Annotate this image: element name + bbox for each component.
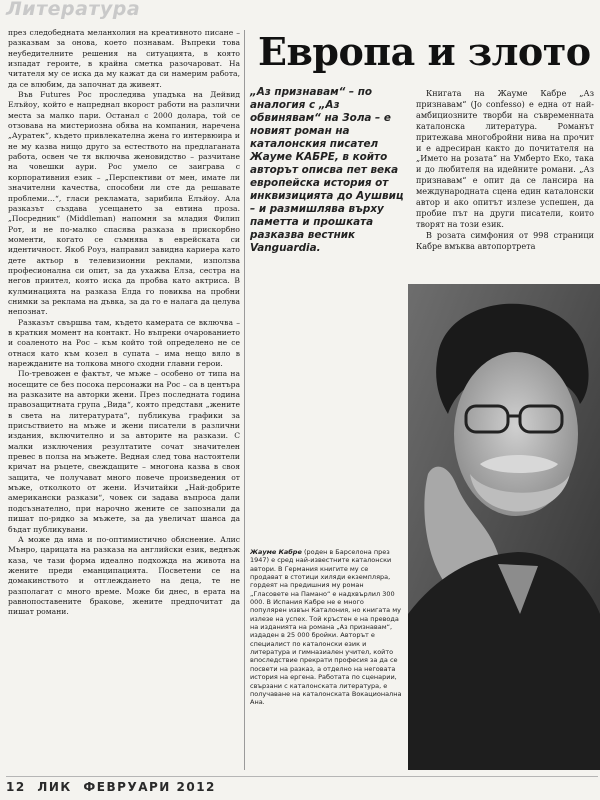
photo-caption bbox=[250, 548, 402, 770]
section-label: Литература bbox=[6, 0, 141, 20]
left-paragraph: Разказът свършва там, където камерата се включва – в краткия момент на контакт. Но въпреки очарованието и соаленото на Рос – към който той определено не се отнася като към козел в супата – има нещо вяло в нарежданите на толкова много сходни главни герои. bbox=[8, 317, 240, 368]
article-headline: Европа и злото bbox=[258, 29, 591, 74]
left-paragraph: през следобедната меланхолия на креативното писане – разказвам за онова, което познавам. Въпреки това неубедителните решения на ситуацията, в която изпадат героите, в крайна сметка разочароват. На читателя му се иска да му кажат да си намерим работа, да се влюбим, да започнат да живеят. bbox=[8, 28, 240, 89]
right-article-column bbox=[416, 88, 594, 278]
article-lead: „Аз признавам“ – по аналогия с „Аз обвинявам“ на Зола – е новият роман на каталонския писател Жауме КАБРЕ, в който авторът описва пет века европейска история от инквизицията до Аушвиц – и размишлява върху паметта и прошката разказва вестник Vanguardia. bbox=[250, 86, 404, 254]
page-number: 12 bbox=[6, 780, 26, 794]
page-footer bbox=[6, 776, 598, 797]
issue-date: ФЕВРУАРИ 2012 bbox=[83, 780, 216, 794]
left-paragraph: Във Futures Рос проследява упадъка на Дейвид Елъйоу, който е напреднал вкорост работи на различни места за малко пари. Останал с 2000 долара, той се отзовава на мистериозна обява на компания, наречена „Ауратек“, където привлекателна жена го интервюира и не му казва нищо друго за естеството на предлаганата работа, освен че тя включва женовидство – разчитане на човешки аури. Рос умело се заиграва с корпоративния език – „Перспективи от мен, имате ли значителни качества, способни ли сте да решавате проблеми…“, гласи рекламата, зарибила Елъйоу. Ала разказът създава усещането за евтина проза. „Посредник“ (Middleman) напомня за младия Филип Рот, и не по-малко спасява разказа в прискорбно моменти, когато се съмнява в еврейската си идентичност. Якоб Роуз, направил завидна кариера като дете актьор в телевизионни реклами, използва професионална си опит, за да ухажва Елза, сестра на негов приятел, която иска да пробва като актриса. В кулминацията на разказа Елда го повиква на пробни снимки за реклама на дъвка, за да го е налага да целува непознат. bbox=[8, 90, 240, 317]
left-paragraph: А може да има и по-оптимистично обяснение. Алис Мънро, царицата на разказа на английски език, веднъж каза, че тази форма идеално подхожда на живота на жените преди еманципацията. Посветени се на домакинството и отглеждането на деца, те не разполагат с много време. Може би днес, в ерата на равнопоставените бракове, жените предпочитат да пишат романи. bbox=[8, 534, 240, 617]
column-divider bbox=[244, 30, 245, 770]
author-portrait bbox=[408, 284, 600, 770]
right-paragraph: Книгата на Жауме Кабре „Аз признавам“ (Jo confesso) е една от най-амбициозните творби на съвременната каталонска литература. Романът притежава многобройни нива на прочит и е адресиран както до почитателя на „Името на розата“ на Умберто Еко, така и до любителя на идейните романи. „Аз признавам“ е опит да се лансира на международната сцена един каталонски автор и ако опитът излезе успешен, да пробие път на други писатели, които творят на този език. bbox=[416, 88, 594, 229]
magazine-name: ЛИК bbox=[37, 780, 72, 794]
left-article-column bbox=[8, 28, 240, 770]
right-paragraph: В розата симфония от 998 страници Кабре вмъква автопортрета bbox=[416, 229, 594, 251]
caption-text: (роден в Барселона през 1947) е сред най-известните каталонски автори. В Германия книгите му се продават в стотици хиляди екземпляра, гордеят на предишния му роман „Гласовете на Памано“ е надхвърлил 300 000. В Испания Кабре не е много популярен извън Каталония, но книгата му излезе на успех. Той кръстен е на превода на изданията на романа „Аз признавам“, издаден в 25 000 бройки. Авторът е специалист по каталонски език и литература и гимназиален учител, който впоследствие прекрати професия за да се посвети на разказ, а отделно на неговата история на ергена. Работата по сценарии, свързани с каталонската литература, е получаване на каталонската Вокационална Ана. bbox=[250, 548, 402, 707]
caption-name: Жауме Кабре bbox=[250, 548, 302, 556]
left-paragraph: По-тревожен е фактът, че мъже – особено от типа на носещите се без посока персонажи на Рос – са в центъра на разказите на авторки жени. През последната година правозащитната група „Вида“, която представя „жените в света на литературата“, публикува графики за присъствието на мъже и жени писатели в различни издания, включително и за авторите на разкази. С малки изключения резултатите сочат значителен превес в полза на мъжете. Ведная след това настоятели кричат на ръцете, свеждащите – многона казва в своя защита, че получават много повече произведения от мъже, отколкото от жени. Изчитайки „Най-добрите американски разкази“, човек си задава въпроса дали подсъзнателно, при нарочно жените се запознали да пишат по-рядко за мъжете, за да увеличат шанса да бъдат публикувани. bbox=[8, 369, 240, 534]
portrait-illustration bbox=[408, 284, 600, 770]
